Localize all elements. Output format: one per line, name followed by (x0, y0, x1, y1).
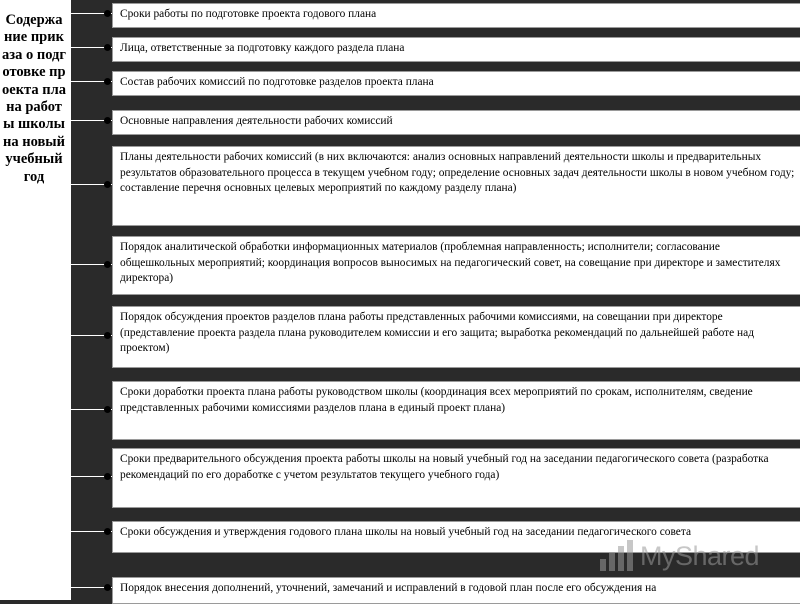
bullet-dot (104, 44, 111, 51)
list-item-text: Сроки обсуждения и утверждения годового плана школы на новый учебный год на заседании педагогического совета (120, 526, 692, 538)
spine-line (69, 0, 71, 600)
title-text: Содержание приказа о подготовке проекта плана работы школы на новый учебный год (2, 12, 66, 185)
list-item (112, 110, 800, 135)
list-item-text: Состав рабочих комиссий по подготовке разделов проекта плана (120, 76, 434, 88)
list-item-text: Сроки предварительного обсуждения проекта работы школы на новый учебный год на заседании педагогического совета (разработка рекомендаций по его доработке с учетом результатов текущего учебного года) (120, 453, 769, 481)
list-item (112, 381, 800, 440)
bullet-dot (104, 528, 111, 535)
bullet-dot (104, 406, 111, 413)
list-item-text: Порядок аналитической обработки информационных материалов (проблемная направленность; исполнители; согласование общешкольных мероприятий; координация вопросов выносимых на педагогический совет, на совещание при директоре и заместителях директора) (120, 241, 781, 285)
list-item-text: Планы деятельности рабочих комиссий (в них включаются: анализ основных направлений деятельности школы и предварительных результатов образовательного процесса в текущем учебном году; определение основных задач деятельности школы в новом учебном году; составление перечня основных целевых мероприятий по каждому разделу плана) (120, 151, 795, 195)
list-item (112, 37, 800, 62)
list-item-text: Сроки доработки проекта плана работы руководством школы (координация всех мероприятий по срокам, исполнителям, сведение представленных рабочими комиссиями разделов плана в единый проект плана) (120, 386, 753, 414)
bullet-dot (104, 181, 111, 188)
watermark (598, 536, 759, 576)
bullet-dot (104, 261, 111, 268)
bullet-dot (104, 117, 111, 124)
list-item (112, 146, 800, 226)
bullet-dot (104, 10, 111, 17)
list-item (112, 236, 800, 295)
list-item-text: Лица, ответственные за подготовку каждого раздела плана (120, 42, 405, 54)
list-item (112, 448, 800, 508)
title-box (0, 0, 70, 600)
list-item (112, 306, 800, 368)
list-item-text: Сроки работы по подготовке проекта годового плана (120, 8, 377, 20)
list-item-text: Порядок внесения дополнений, уточнений, замечаний и исправлений в годовой план после его обсуждения на (120, 582, 657, 594)
bullet-dot (104, 584, 111, 591)
list-item-text: Порядок обсуждения проектов разделов плана работы представленных рабочими комиссиями, на совещании при директоре (представление проекта раздела плана руководителем комиссии и его защита; выработка рекомендаций по дальнейшей работе над проектом) (120, 311, 754, 355)
list-item-text: Основные направления деятельности рабочих комиссий (120, 115, 393, 127)
watermark-text: MyShared (640, 540, 760, 571)
watermark-logo-icon (598, 539, 636, 573)
bullet-dot (104, 473, 111, 480)
bullet-dot (104, 78, 111, 85)
list-item (112, 71, 800, 96)
bullet-dot (104, 332, 111, 339)
list-item (112, 3, 800, 28)
